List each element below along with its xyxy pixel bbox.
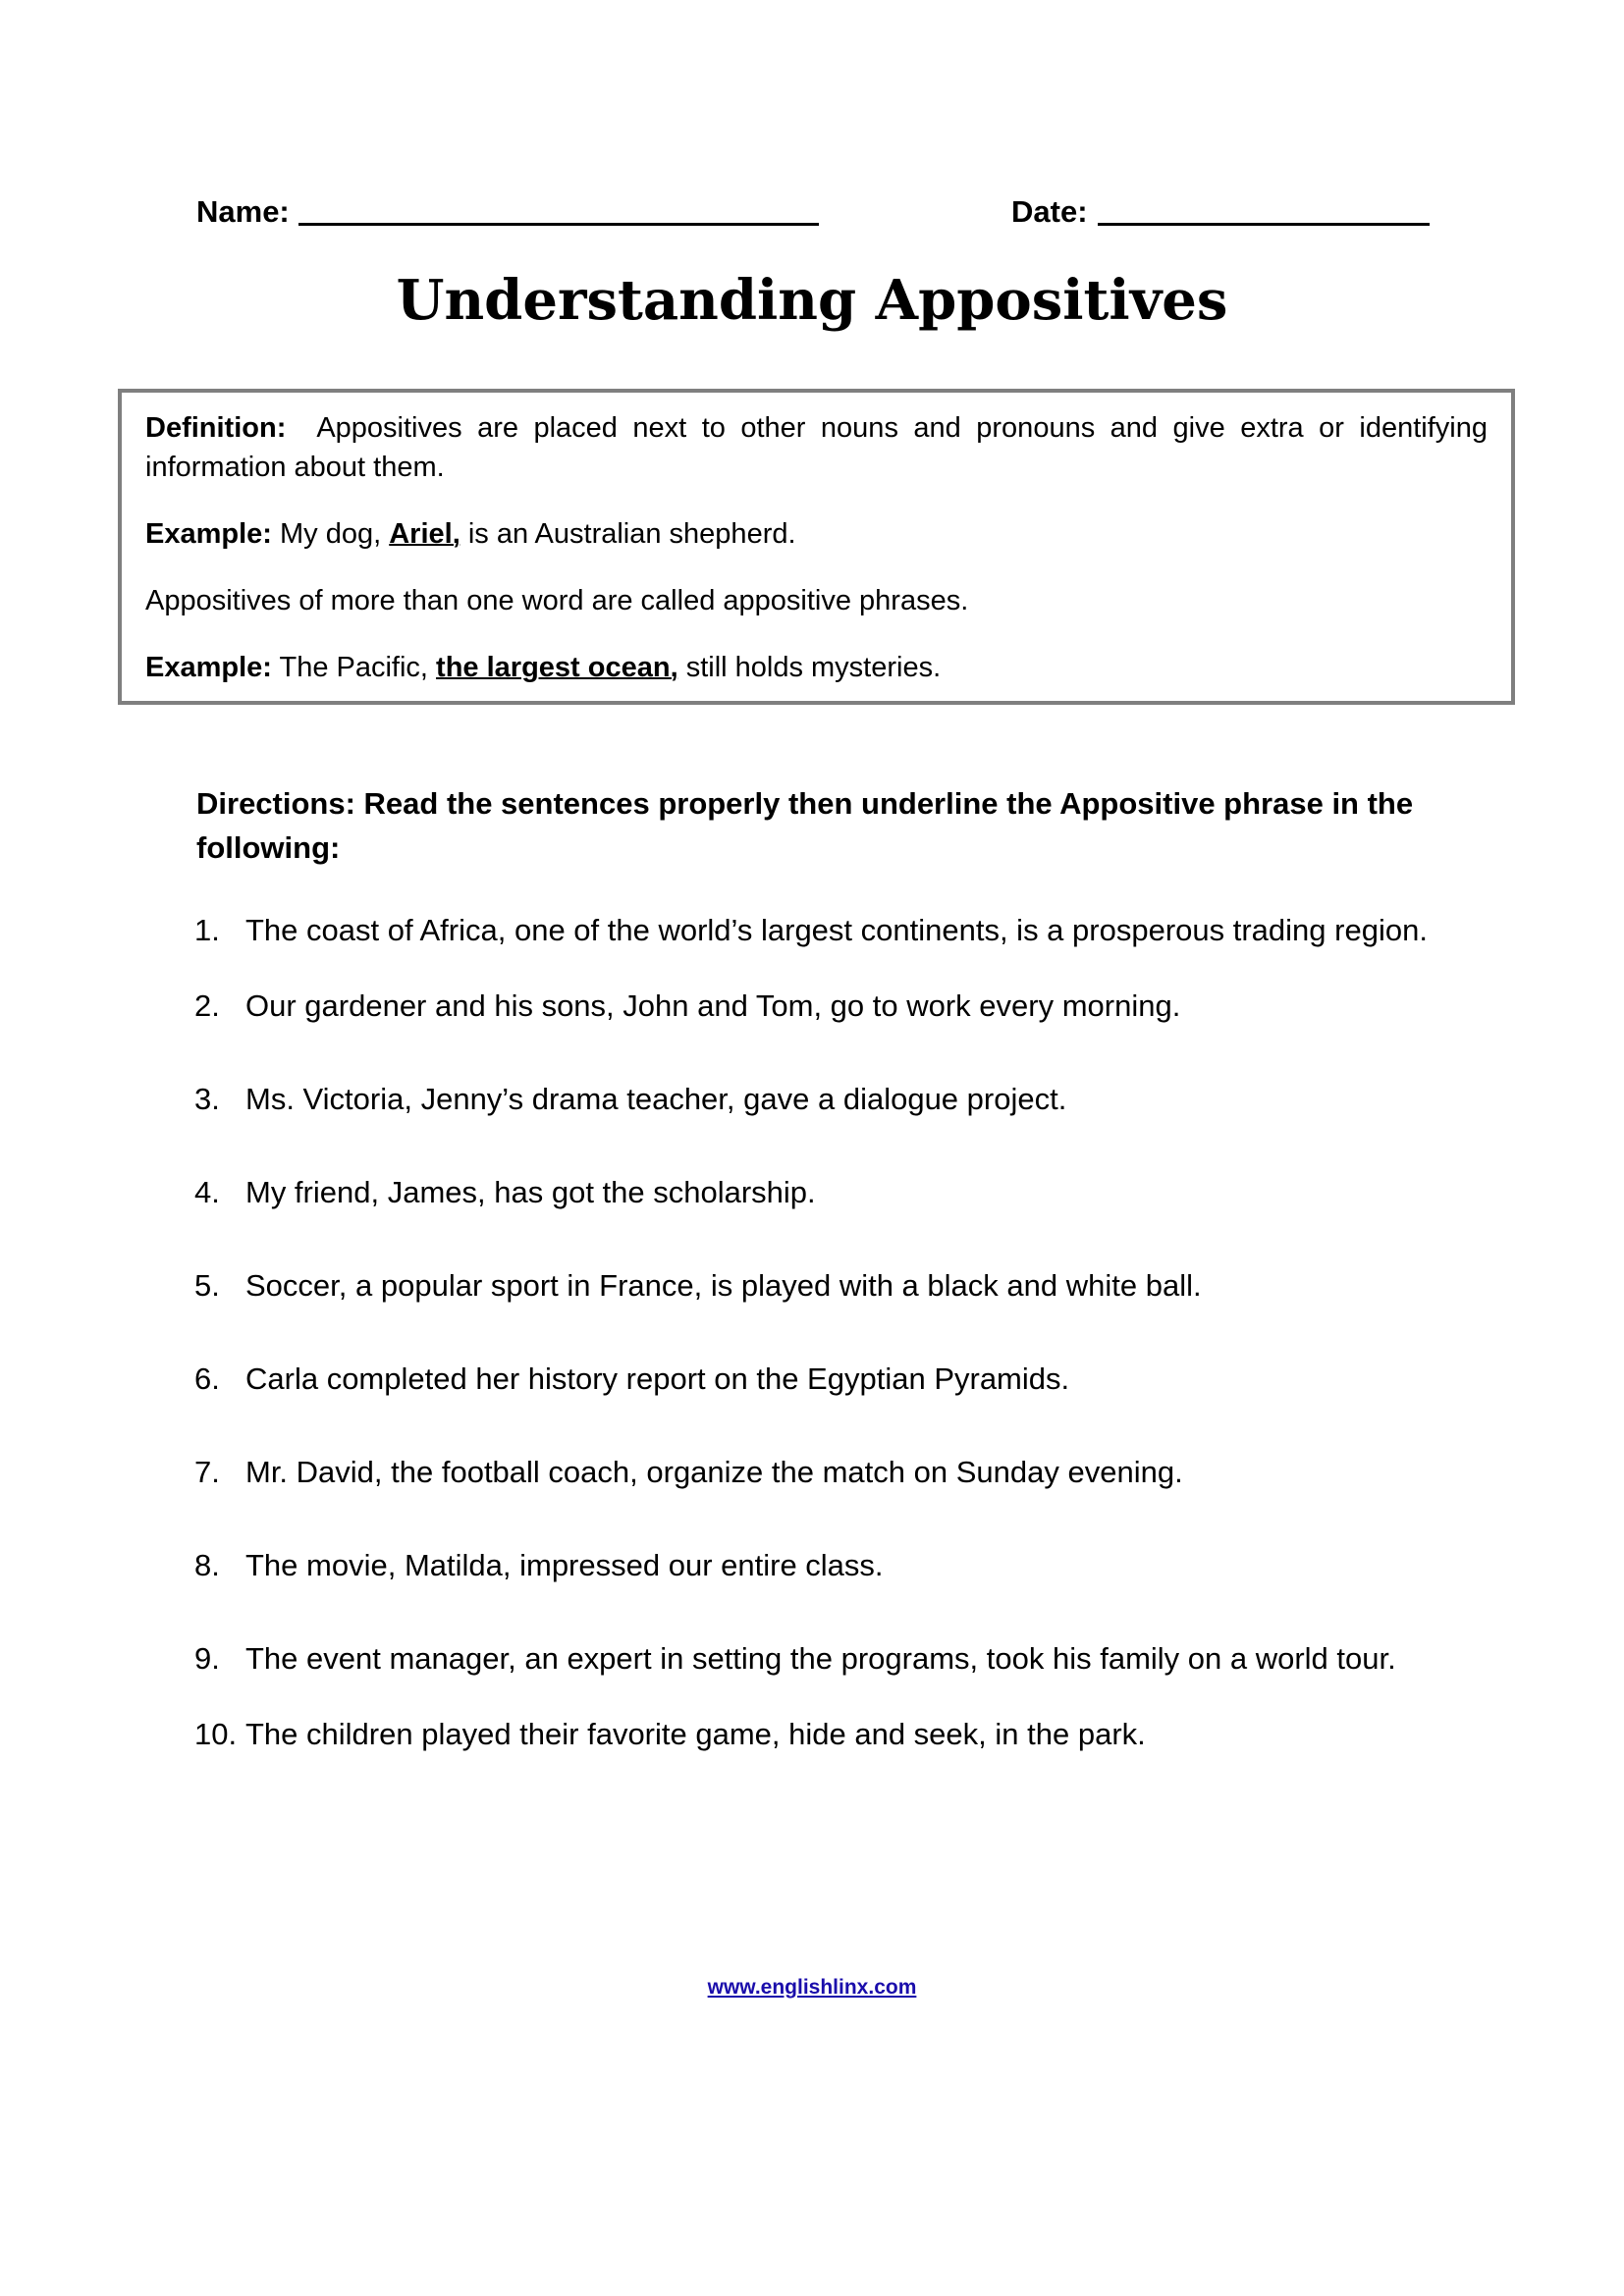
name-label: Name: [196, 194, 290, 229]
exercise-item [194, 1715, 1441, 1753]
directions: Directions: Read the sentences properly then underline the Appositive phrase in the following: [196, 786, 1414, 865]
exercise-item [194, 1546, 1441, 1584]
exercise-sentence: Carla completed her history report on the Egyptian Pyramids. [245, 1362, 1070, 1396]
appositive-phrase-note: Appositives of more than one word are called appositive phrases. [145, 585, 969, 616]
example-2-label: Example: [145, 652, 272, 683]
definition-box [118, 389, 1515, 705]
page-title: Understanding Appositives [396, 268, 1228, 333]
exercise-item [194, 987, 1441, 1025]
example-1-appositive: Ariel, [389, 518, 460, 550]
date-field[interactable] [1098, 192, 1430, 226]
exercise-number: 4. [194, 1175, 220, 1209]
definition-paragraph [145, 408, 1488, 487]
exercise-item [194, 1639, 1441, 1678]
exercise-sentence: Ms. Victoria, Jenny’s drama teacher, gave a dialogue project. [245, 1082, 1067, 1116]
exercise-number: 10. [194, 1717, 238, 1751]
exercise-sentence: The children played their favorite game, hide and seek, in the park. [245, 1717, 1146, 1751]
exercise-number: 9. [194, 1641, 220, 1676]
example-1-before: My dog, [271, 518, 390, 550]
exercise-number: 3. [194, 1082, 220, 1116]
name-field[interactable] [298, 192, 819, 226]
example-1-after: is an Australian shepherd. [460, 518, 796, 550]
example-2-appositive: the largest ocean, [436, 652, 678, 683]
exercise-number: 8. [194, 1548, 220, 1582]
example-1 [145, 514, 1488, 554]
example-1-label: Example: [145, 518, 272, 550]
header-fields [0, 192, 1624, 232]
exercise-sentence: Soccer, a popular sport in France, is played with a black and white ball. [245, 1268, 1202, 1303]
example-2-before: The Pacific, [271, 652, 437, 683]
exercise-sentence: Our gardener and his sons, John and Tom, go to work every morning. [245, 988, 1181, 1023]
exercise-number: 7. [194, 1455, 220, 1489]
exercise-number: 1. [194, 913, 220, 947]
date-label: Date: [1011, 194, 1088, 229]
exercise-item [194, 1173, 1441, 1211]
exercise-list [194, 911, 1441, 1808]
exercise-sentence: Mr. David, the football coach, organize the match on Sunday evening. [245, 1455, 1183, 1489]
exercise-sentence: The coast of Africa, one of the world’s largest continents, is a prosperous trading region. [245, 913, 1428, 947]
exercise-item [194, 1080, 1441, 1118]
exercise-item [194, 1453, 1441, 1491]
exercise-sentence: The event manager, an expert in setting the programs, took his family on a world tour. [245, 1641, 1396, 1676]
definition-label: Definition: [145, 412, 287, 444]
example-2 [145, 648, 1488, 687]
exercise-sentence: My friend, James, has got the scholarship. [245, 1175, 816, 1209]
definition-text: Appositives are placed next to other nouns and pronouns and give extra or identifying information about them. [145, 412, 1488, 483]
website-link[interactable]: www.englishlinx.com [707, 1976, 917, 1999]
exercise-item [194, 1360, 1441, 1398]
exercise-sentence: The movie, Matilda, impressed our entire class. [245, 1548, 884, 1582]
example-2-after: still holds mysteries. [677, 652, 942, 683]
exercise-number: 6. [194, 1362, 220, 1396]
exercise-item [194, 1266, 1441, 1305]
exercise-item [194, 911, 1441, 949]
exercise-number: 2. [194, 988, 220, 1023]
exercise-number: 5. [194, 1268, 220, 1303]
